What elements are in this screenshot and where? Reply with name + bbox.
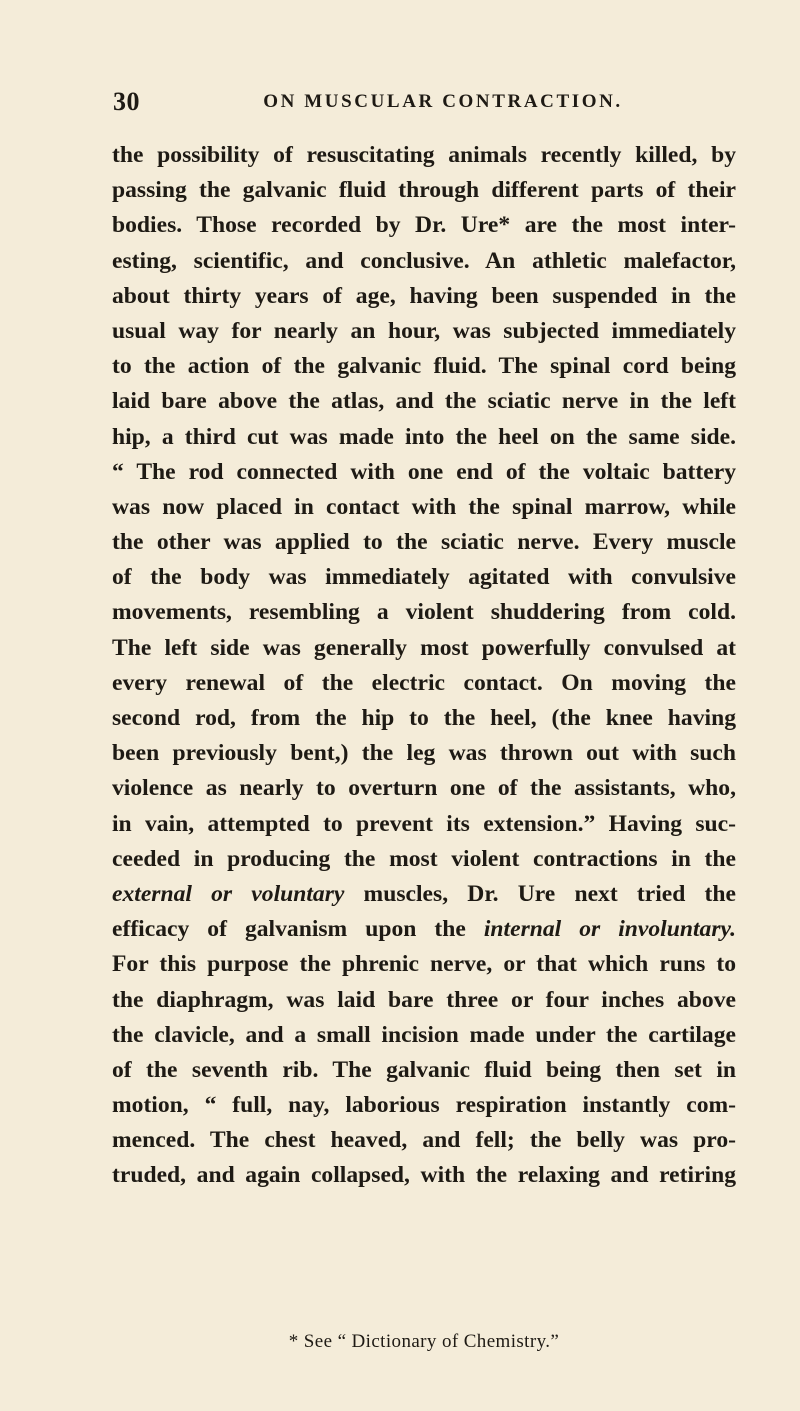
text-line: menced. The chest heaved, and fell; the belly was pro- [112, 1127, 736, 1154]
italic-phrase: internal or involuntary. [483, 916, 736, 943]
text-line: violence as nearly to overturn one of the assistants, who, [112, 775, 736, 802]
running-head: ON MUSCULAR CONTRACTION. [263, 91, 623, 112]
text-line: of the seventh rib. The galvanic fluid being then set in [112, 1056, 736, 1083]
text-line: the other was applied to the sciatic nerve. Every muscle [112, 529, 736, 556]
text-line: ceeded in producing the most violent contractions in the [112, 845, 736, 872]
page-number: 30 [113, 87, 140, 116]
body-text [112, 138, 736, 1194]
text-line: second rod, from the hip to the heel, (the knee having [112, 705, 736, 731]
text-line: truded, and again collapsed, with the relaxing and retiring [112, 1162, 736, 1189]
text-fragment: efficacy of galvanism upon the [112, 916, 484, 943]
text-line: For this purpose the phrenic nerve, or that which runs to [112, 951, 736, 978]
text-line: movements, resembling a violent shuddering from cold. [112, 599, 736, 626]
text-line-italic [112, 877, 736, 912]
text-line: esting, scientific, and conclusive. An athletic malefactor, [112, 247, 736, 274]
footnote: * See “ Dictionary of Chemistry.” [288, 1331, 560, 1352]
text-fragment: muscles, Dr. Ure next tried the [344, 880, 736, 907]
text-line: the possibility of resuscitating animals recently killed, by [112, 142, 736, 168]
text-line: to the action of the galvanic fluid. The spinal cord being [112, 353, 736, 380]
text-line: usual way for nearly an hour, was subjected immediately [112, 317, 736, 344]
text-line: the clavicle, and a small incision made under the cartilage [112, 1021, 736, 1048]
text-line: was now placed in contact with the spinal marrow, while [112, 493, 736, 520]
text-line: motion, “ full, nay, laborious respiration instantly com- [112, 1092, 736, 1119]
text-line: passing the galvanic fluid through different parts of their [112, 177, 736, 204]
text-line: “ The rod connected with one end of the voltaic battery [112, 458, 736, 485]
text-line: the diaphragm, was laid bare three or four inches above [112, 986, 736, 1013]
text-line: every renewal of the electric contact. On moving the [112, 669, 736, 696]
text-line: hip, a third cut was made into the heel on the same side. [112, 423, 736, 450]
text-line: bodies. Those recorded by Dr. Ure* are the most inter- [112, 212, 736, 239]
text-line: about thirty years of age, having been suspended in the [112, 282, 736, 309]
text-line: of the body was immediately agitated with convulsive [112, 564, 736, 591]
text-line: in vain, attempted to prevent its extension.” Having suc- [112, 810, 736, 837]
italic-phrase: external or voluntary [112, 880, 345, 907]
text-line: The left side was generally most powerfully convulsed at [112, 634, 736, 661]
text-line-italic [112, 912, 736, 947]
page-header [113, 87, 733, 117]
text-line: laid bare above the atlas, and the sciatic nerve in the left [112, 388, 736, 415]
text-line: been previously bent,) the leg was thrown out with such [112, 740, 736, 767]
